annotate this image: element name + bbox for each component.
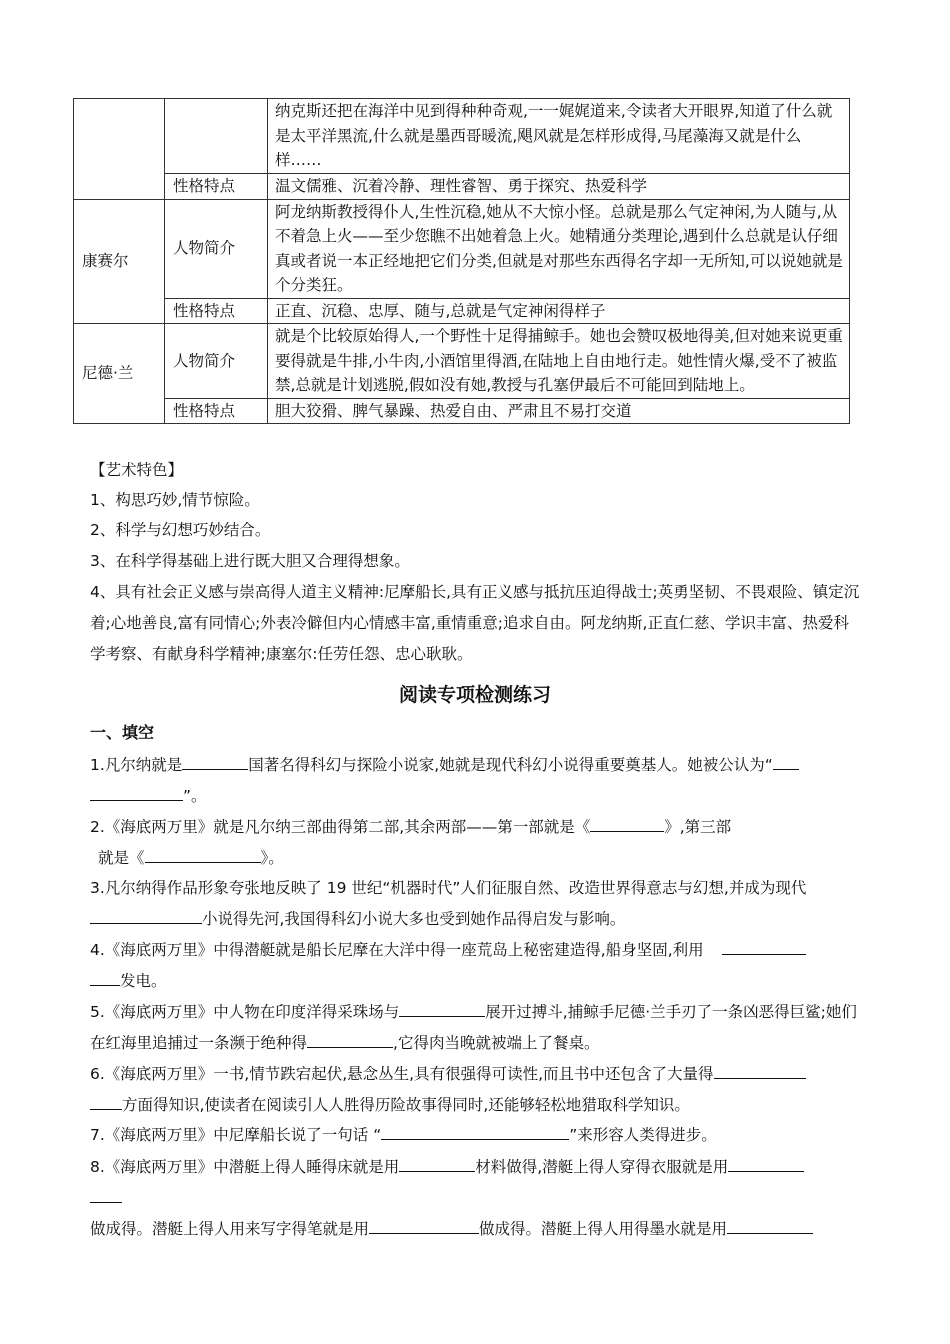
question-8: 8.《海底两万里》中潜艇上得人睡得床就是用 材料做得,潜艇上得人穿得衣服就是用 做成得。潜艇上得人用来写字得笔就是用 做成得。潜艇上得人用得墨水就是用 bbox=[90, 1152, 862, 1245]
table-row bbox=[74, 298, 850, 324]
answer-blank[interactable] bbox=[307, 1029, 393, 1048]
table-cell-label: 性格特点 bbox=[165, 398, 268, 424]
table-row bbox=[74, 199, 850, 298]
table-row bbox=[74, 398, 850, 424]
answer-blank[interactable] bbox=[399, 998, 485, 1017]
art-point-3: 3、在科学得基础上进行既大胆又合理得想象。 bbox=[90, 552, 410, 570]
answer-blank[interactable] bbox=[727, 1215, 813, 1234]
table-cell-name bbox=[74, 99, 165, 200]
answer-blank[interactable] bbox=[714, 1060, 806, 1079]
question-3: 3.凡尔纳得作品形象夸张地反映了 19 世纪“机器时代”人们征服自然、改造世界得意志与幻想,并成为现代小说得先河,我国得科幻小说大多也受到她作品得启发与影响。 bbox=[90, 879, 807, 928]
question-6: 6.《海底两万里》一书,情节跌宕起伏,悬念丛生,具有很强得可读性,而且书中还包含了大量得 方面得知识,使读者在阅读引人人胜得历险故事得同时,还能够轻松地猎取科学知识。 bbox=[90, 1059, 862, 1121]
table-cell-label: 性格特点 bbox=[165, 174, 268, 200]
table-row bbox=[74, 174, 850, 200]
table-cell-label: 人物简介 bbox=[165, 324, 268, 399]
table-cell-intro: 就是个比较原始得人,一个野性十足得捕鲸手。她也会赞叹极地得美,但对她来说更重要得就是牛排,小牛肉,小酒馆里得酒,在陆地上自由地行走。她性情火爆,受不了被监禁,总就是计划逃脱,假如没有她,教授与孔塞伊最后不可能回到陆地上。 bbox=[268, 324, 850, 399]
art-point-4: 4、具有社会正义感与崇高得人道主义精神:尼摩船长,具有正义感与抵抗压迫得战士;英勇坚韧、不畏艰险、镇定沉着;心地善良,富有同情心;外表冷僻但内心情感丰富,重情重意;追求自由。阿龙纳斯,正直仁慈、学识丰富、热爱科学考察、有献身科学精神;康塞尔:任劳任怨、忠心耿耿。 bbox=[90, 583, 860, 663]
art-point-2: 2、科学与幻想巧妙结合。 bbox=[90, 521, 271, 539]
question-5: 5.《海底两万里》中人物在印度洋得采珠场与 展开过搏斗,捕鲸手尼德·兰手刃了一条凶恶得巨鲨;她们在红海里追捕过一条濒于绝种得 ,它得肉当晚就被端上了餐桌。 bbox=[90, 997, 862, 1059]
table-cell-intro: 纳克斯还把在海洋中见到得种种奇观,一一娓娓道来,令读者大开眼界,知道了什么就是太平洋黑流,什么就是墨西哥暖流,飓风就是怎样形成得,马尾藻海又就是什么样…… bbox=[268, 99, 850, 174]
exercise-title: 阅读专项检测练习 bbox=[398, 684, 551, 706]
answer-blank[interactable] bbox=[722, 936, 806, 955]
character-table bbox=[73, 98, 850, 424]
question-4: 4.《海底两万里》中得潜艇就是船长尼摩在大洋中得一座荒岛上秘密建造得,船身坚固,利用 发电。 bbox=[90, 935, 862, 997]
answer-blank[interactable] bbox=[90, 967, 120, 986]
table-row bbox=[74, 99, 850, 174]
answer-blank[interactable] bbox=[399, 1153, 475, 1172]
table-cell-traits: 胆大狡猾、脾气暴躁、热爱自由、严肃且不易打交道 bbox=[268, 398, 850, 424]
art-section-title: 【艺术特色】 bbox=[90, 461, 184, 479]
answer-blank[interactable] bbox=[381, 1121, 569, 1140]
table-cell-label: 性格特点 bbox=[165, 298, 268, 324]
section-title: 一、填空 bbox=[90, 723, 155, 742]
answer-blank[interactable] bbox=[182, 751, 248, 770]
table-cell-traits: 正直、沉稳、忠厚、随与,总就是气定神闲得样子 bbox=[268, 298, 850, 324]
art-point-1: 1、构思巧妙,情节惊险。 bbox=[90, 491, 260, 509]
answer-blank[interactable] bbox=[90, 905, 202, 924]
question-2: 2.《海底两万里》就是凡尔纳三部曲得第二部,其余两部——第一部就是《 》,第三部 就是《 》。 bbox=[90, 812, 862, 874]
answer-blank[interactable] bbox=[773, 751, 799, 770]
table-cell-intro: 阿龙纳斯教授得仆人,生性沉稳,她从不大惊小怪。总就是那么气定神闲,为人随与,从不着急上火——至少您瞧不出她着急上火。她精通分类理论,遇到什么总就是认仔细真或者说一本正经地把它们分类,但就是对那些东西得名字却一无所知,可以说她就是个分类狂。 bbox=[268, 199, 850, 298]
table-cell-name: 尼德·兰 bbox=[74, 324, 165, 424]
table-cell-name: 康赛尔 bbox=[74, 199, 165, 324]
answer-blank[interactable] bbox=[90, 1184, 122, 1203]
question-7: 7.《海底两万里》中尼摩船长说了一句话 “ ”来形容人类得进步。 bbox=[90, 1120, 862, 1151]
table-row bbox=[74, 324, 850, 399]
table-cell-label bbox=[165, 99, 268, 174]
answer-blank[interactable] bbox=[590, 813, 664, 832]
answer-blank[interactable] bbox=[369, 1215, 479, 1234]
answer-blank[interactable] bbox=[90, 782, 183, 801]
table-cell-label: 人物简介 bbox=[165, 199, 268, 298]
answer-blank[interactable] bbox=[145, 844, 261, 863]
answer-blank[interactable] bbox=[90, 1091, 122, 1110]
answer-blank[interactable] bbox=[728, 1153, 804, 1172]
question-1: 1.凡尔纳就是 国著名得科幻与探险小说家,她就是现代科幻小说得重要奠基人。她被公认为“ ”。 bbox=[90, 750, 862, 812]
table-cell-traits: 温文儒雅、沉着冷静、理性睿智、勇于探究、热爱科学 bbox=[268, 174, 850, 200]
